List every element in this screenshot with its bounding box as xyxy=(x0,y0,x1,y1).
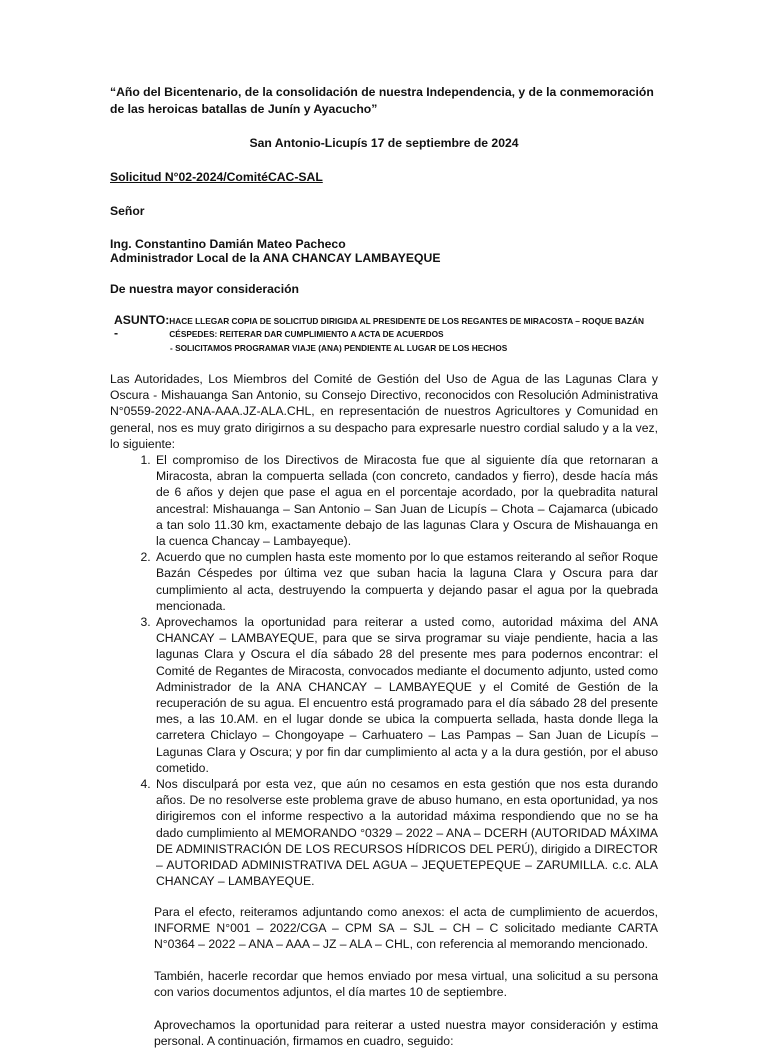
closing-paragraph: Aprovechamos la oportunidad para reiterar a usted nuestra mayor consideración y estima personal. A continuación, firmamos en cuadro, seguido: xyxy=(154,1017,658,1048)
subject-line-1: HACE LLEGAR COPIA DE SOLICITUD DIRIGIDA AL PRESIDENTE DE LOS REGANTES DE MIRACOSTA – ROQUE BAZÁN CÉSPEDES: REITERAR DAR CUMPLIMIENTO A ACTA DE ACUERDOS xyxy=(169,316,644,339)
annexes-paragraph: Para el efecto, reiteramos adjuntando como anexos: el acta de cumplimiento de acuerdos, INFORME N°001 – 2022/CGA – CPM SA – SJL – CH – C solicitado mediante CARTA N°0364 – 2022 – ANA – AAA – JZ – ALA – CHL, con referencia al memorando mencionado. xyxy=(154,904,658,951)
subject-block xyxy=(110,314,658,355)
recipient-block xyxy=(110,237,658,265)
letter-body xyxy=(110,84,658,1049)
year-motto: “Año del Bicentenario, de la consolidación de nuestra Independencia, y de la conmemoración de las heroicas batallas de Junín y Ayacucho” xyxy=(110,85,654,116)
salutation: Señor xyxy=(110,204,145,218)
list-item: 4. Nos disculpará por esta vez, que aún no cesamos en esta gestión que nos esta durando años. De no resolverse este problema grave de abuso humano, en esta oportunidad, ya nos dirigiremos con el informe respectivo a la autoridad máxima respondiendo que no se ha dado cumplimiento al MEMORANDO °0329 – 2022 – ANA – DCERH (AUTORIDAD MÁXIMA DE ADMINISTRACIÓN DE LOS RECURSOS HÍDRICOS DEL PERÚ), dirigido a DIRECTOR – AUTORIDAD ADMINISTRATIVA DEL AGUA – JEQUETEPEQUE – ZARUMILLA. c.c. ALA CHANCAY – LAMBAYEQUE. xyxy=(154,776,658,889)
intro-paragraph: Las Autoridades, Los Miembros del Comité de Gestión del Uso de Agua de las Lagunas Clara y Oscura - Mishauanga San Antonio, su Consejo Directivo, reconocidos con Resolución Administrativa N°0559-2022-ANA-AAA.JZ-ALA.CHL, en representación de nuestros Agricultores y Comunidad en general, nos es muy grato dirigirnos a su despacho para expresarle nuestro cordial saludo y a la vez, lo siguiente: xyxy=(110,372,658,451)
subject-line-2: - SOLICITAMOS PROGRAMAR VIAJE (ANA) PENDIENTE AL LUGAR DE LOS HECHOS xyxy=(170,343,508,353)
reference-number: Solicitud N°02-2024/ComitéCAC-SAL xyxy=(110,170,323,184)
greeting: De nuestra mayor consideración xyxy=(110,282,299,296)
date-line: San Antonio-Licupís 17 de septiembre de 2024 xyxy=(249,136,519,150)
recipient-title: Administrador Local de la ANA CHANCAY LAMBAYEQUE xyxy=(110,251,441,265)
recipient-name: Ing. Constantino Damián Mateo Pacheco xyxy=(110,237,346,251)
numbered-list xyxy=(110,452,658,889)
list-item: 3. Aprovechamos la oportunidad para reiterar a usted como, autoridad máxima del ANA CHANCAY – LAMBAYEQUE, para que se sirva programar su viaje pendiente, hacia a las lagunas Clara y Oscura el día sábado 28 del presente mes para podernos encontrar: el Comité de Regantes de Miracosta, convocados mediante el documento adjunto, usted como Administrador de la ANA CHANCAY – LAMBAYEQUE y el Comité de Gestión de la recuperación de su agua. El encuentro está programado para el día sábado 28 del presente mes, a las 10.AM. en el lugar donde se ubica la compuerta sellada, hasta donde llega la carretera Chiclayo – Chongoyape – Carhuatero – Las Pampas – San Juan de Licupís – Lagunas Clara y Oscura; y por fin dar cumplimiento al acta y a la dura gestión, por el abuso cometido. xyxy=(154,614,658,776)
list-item: 2. Acuerdo que no cumplen hasta este momento por lo que estamos reiterando al señor Roque Bazán Céspedes por última vez que suban hacia la laguna Clara y Oscura para dar cumplimiento al acta, destruyendo la compuerta y dejando pasar el agua por la quebrada mencionada. xyxy=(154,549,658,614)
virtual-desk-paragraph: También, hacerle recordar que hemos enviado por mesa virtual, una solicitud a su persona con varios documentos adjuntos, el día martes 10 de septiembre. xyxy=(154,969,658,1000)
list-item: 1. El compromiso de los Directivos de Miracosta fue que al siguiente día que retornaran a Miracosta, abran la compuerta sellada (con concreto, candados y fierro), desde hacía más de 6 años y dejen que pase el agua en el porcentaje acordado, por la quebradita natural ancestral: Mishauanga – San Antonio – San Juan de Licupís – Chota – Cajamarca (ubicado a tan solo 11.30 km, exactamente debajo de las lagunas Clara y Oscura de Mishauanga en la cuenca Chancay – Lambayeque). xyxy=(154,452,658,549)
subject-label: ASUNTO: - xyxy=(114,313,170,340)
